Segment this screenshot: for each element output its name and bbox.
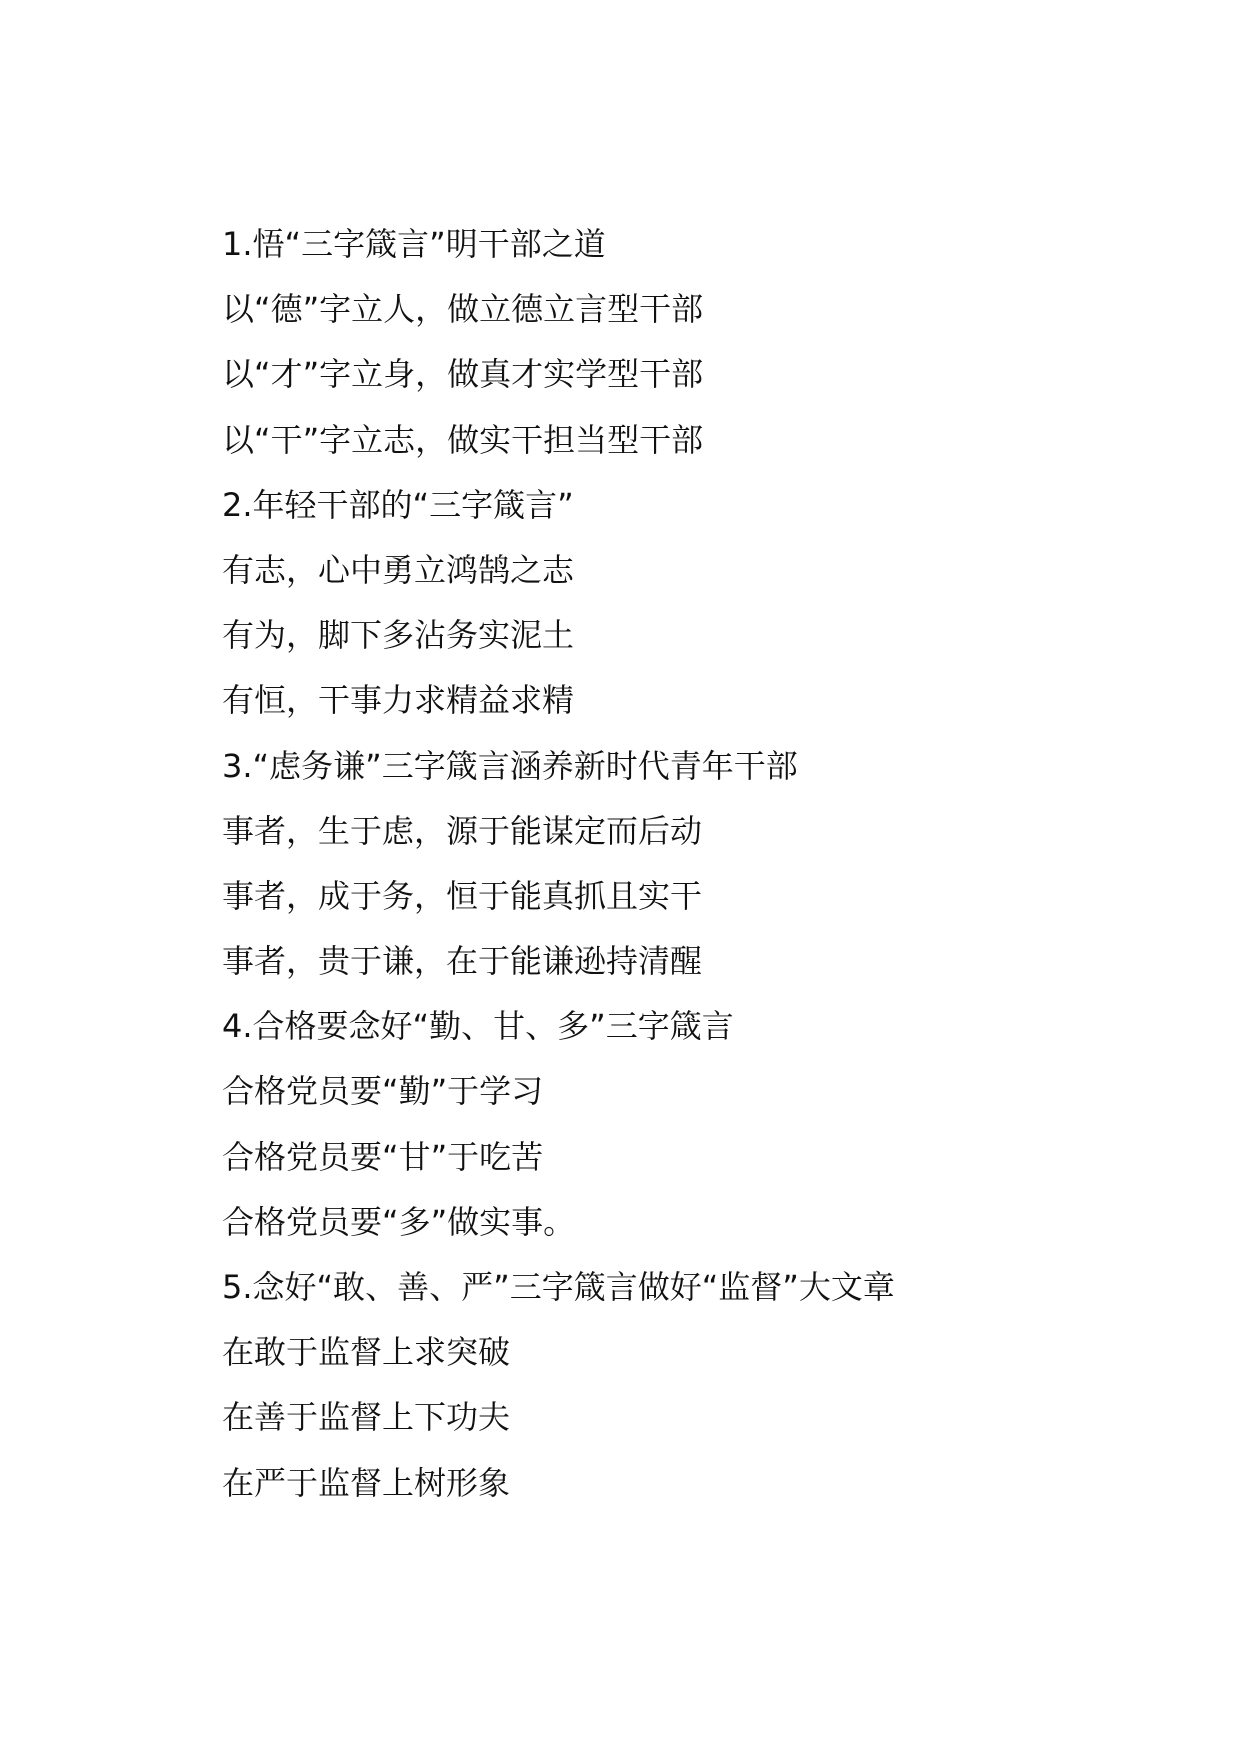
section-item: 事者，贵于谦，在于能谦逊持清醒 bbox=[222, 942, 703, 981]
section-heading: 5.念好“敢、善、严”三字箴言做好“监督”大文章 bbox=[222, 1268, 895, 1306]
section-item: 以“干”字立志，做实干担当型干部 bbox=[222, 420, 704, 459]
section-item: 事者，成于务，恒于能真抓且实干 bbox=[222, 876, 703, 915]
section-heading: 2.年轻干部的“三字箴言” bbox=[222, 485, 574, 524]
section-item: 事者，生于虑，源于能谋定而后动 bbox=[222, 811, 703, 850]
section-item: 在严于监督上树形象 bbox=[222, 1463, 511, 1502]
section-item: 以“才”字立身，做真才实学型干部 bbox=[222, 355, 704, 394]
section-heading: 4.合格要念好“勤、甘、多”三字箴言 bbox=[222, 1007, 734, 1046]
section-item: 合格党员要“甘”于吃苦 bbox=[222, 1137, 544, 1176]
section-item: 合格党员要“勤”于学习 bbox=[222, 1072, 544, 1111]
section-item: 在敢于监督上求突破 bbox=[222, 1333, 511, 1372]
section-heading: 1.悟“三字箴言”明干部之道 bbox=[222, 225, 606, 263]
document-body bbox=[222, 212, 1122, 1516]
section-item: 有恒，干事力求精益求精 bbox=[222, 681, 575, 720]
section-item: 合格党员要“多”做实事。 bbox=[222, 1202, 576, 1241]
section-item: 有为，脚下多沾务实泥土 bbox=[222, 616, 575, 655]
section-heading: 3.“虑务谦”三字箴言涵养新时代青年干部 bbox=[222, 746, 798, 785]
section-item: 有志，心中勇立鸿鹄之志 bbox=[222, 550, 575, 589]
section-item: 在善于监督上下功夫 bbox=[222, 1398, 511, 1437]
section-item: 以“德”字立人，做立德立言型干部 bbox=[222, 290, 704, 329]
